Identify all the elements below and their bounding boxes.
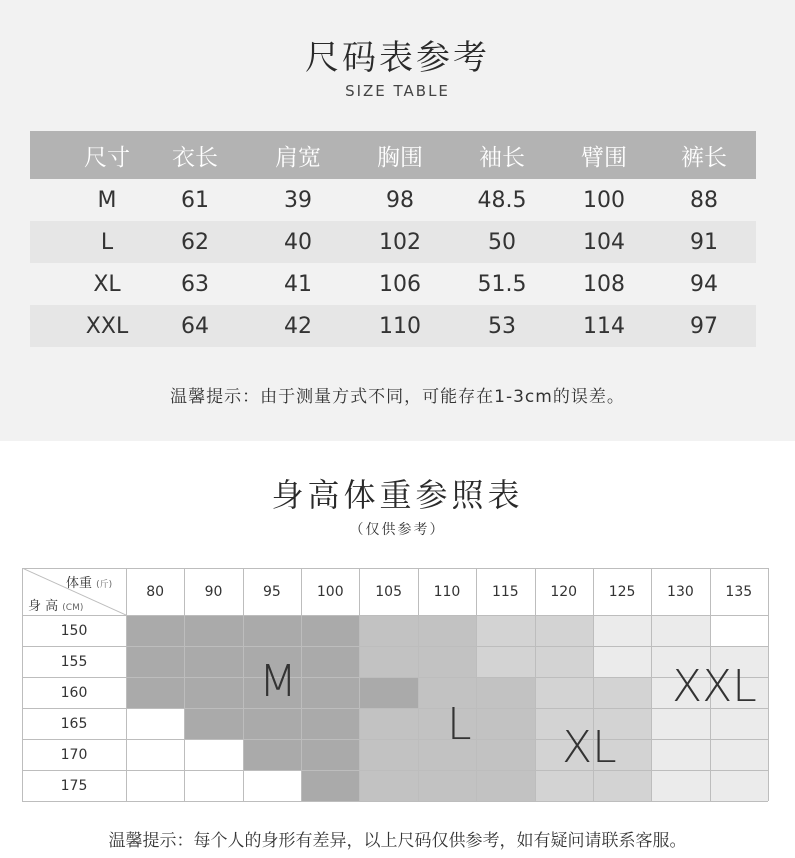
grid-cell-m (301, 615, 359, 646)
size-table-cell: 98 (386, 187, 414, 213)
size-table-cell: 48.5 (477, 187, 527, 213)
grid-cell-l (476, 770, 534, 801)
grid-cell-l (418, 615, 476, 646)
grid-cell-empty (184, 739, 242, 770)
height-label-cell: 165 (60, 715, 88, 732)
height-label-cell: 160 (60, 684, 88, 701)
size-table-cell: XXL (85, 313, 129, 339)
grid-cell-m (243, 708, 301, 739)
weight-header: 120 (550, 583, 578, 600)
grid-cell-m (184, 708, 242, 739)
grid-cell-m (126, 646, 184, 677)
weight-header: 90 (204, 583, 223, 600)
grid-cell-empty (710, 615, 768, 646)
grid-cell-xl (535, 770, 593, 801)
grid-cell-m (126, 615, 184, 646)
grid-line (22, 708, 768, 709)
grid-cell-l (476, 708, 534, 739)
size-table-cell: 88 (690, 187, 718, 213)
size-table-header-cell: 肩宽 (275, 144, 321, 171)
grid-cell-m (359, 677, 417, 708)
size-table-cell: 51.5 (477, 271, 527, 297)
size-table-cell: 53 (488, 313, 516, 339)
grid-cell-empty (126, 770, 184, 801)
grid-cell-l (359, 615, 417, 646)
reference-subtitle: （仅供参考） (349, 522, 446, 538)
grid-cell-xxl (593, 615, 651, 646)
grid-cell-l (418, 770, 476, 801)
height-label-cell: 155 (60, 653, 88, 670)
size-table-cell: 42 (284, 313, 312, 339)
grid-cell-l (359, 770, 417, 801)
grid-cell-empty (184, 770, 242, 801)
size-table-cell: 91 (690, 229, 718, 255)
grid-cell-xxl (651, 739, 709, 770)
grid-cell-l (476, 677, 534, 708)
reference-note: 温馨提示：每个人的身形有差异，以上尺码仅供参考，如有疑问请联系客服。 (108, 831, 687, 851)
size-table-header-cell: 袖长 (479, 144, 525, 171)
weight-header: 95 (262, 583, 281, 600)
size-chart-subtitle: SIZE TABLE (345, 82, 450, 100)
grid-cell-xxl (651, 708, 709, 739)
size-chart-title: 尺码表参考 (305, 38, 490, 78)
size-table-cell: 62 (181, 229, 209, 255)
size-table-header-cell: 胸围 (377, 144, 423, 171)
grid-cell-xl (535, 677, 593, 708)
size-table-row (30, 179, 756, 221)
weight-label: 体重 (66, 576, 93, 591)
weight-header: 130 (667, 583, 694, 600)
grid-cell-l (359, 708, 417, 739)
size-label-xxl: XXL (672, 661, 757, 712)
grid-cell-xxl (593, 646, 651, 677)
size-table-cell: 100 (583, 187, 625, 213)
size-table-cell: 41 (284, 271, 312, 297)
weight-header: 105 (375, 583, 402, 600)
grid-cell-m (243, 615, 301, 646)
grid-cell-l (359, 739, 417, 770)
grid-cell-m (301, 739, 359, 770)
size-table-cell: 106 (379, 271, 421, 297)
height-unit: (CM) (62, 603, 84, 613)
corner-diagonal-line (22, 568, 126, 615)
grid-cell-xxl (710, 739, 768, 770)
grid-cell-xl (535, 615, 593, 646)
grid-cell-xxl (651, 615, 709, 646)
grid-cell-empty (126, 708, 184, 739)
weight-header: 135 (725, 583, 753, 600)
weight-header: 100 (316, 583, 344, 600)
grid-line (22, 646, 768, 647)
grid-cell-xxl (651, 770, 709, 801)
grid-cell-m (184, 615, 242, 646)
grid-cell-m (243, 739, 301, 770)
grid-line (22, 615, 768, 616)
weight-header: 110 (433, 583, 461, 600)
size-table-cell: 63 (181, 271, 209, 297)
grid-cell-l (476, 739, 534, 770)
size-table-cell: 114 (583, 313, 625, 339)
size-table-cell: M (97, 187, 117, 213)
size-table-cell: 40 (284, 229, 312, 255)
size-table-cell: 104 (583, 229, 625, 255)
grid-cell-xl (593, 677, 651, 708)
grid-cell-l (359, 646, 417, 677)
weight-header: 80 (146, 583, 165, 600)
size-table-cell: 97 (690, 313, 718, 339)
size-chart-note: 温馨提示：由于测量方式不同，可能存在1-3cm的误差。 (170, 387, 625, 407)
grid-line (22, 739, 768, 740)
size-table-cell: 64 (181, 313, 209, 339)
size-table-header-cell: 臂围 (581, 144, 627, 171)
corner-diagonal (22, 568, 126, 615)
size-table-cell: L (100, 229, 114, 255)
height-label-cell: 150 (60, 622, 88, 639)
grid-cell-xl (476, 615, 534, 646)
height-label: 身 高 (28, 599, 59, 614)
grid-cell-m (184, 677, 242, 708)
grid-cell-m (301, 646, 359, 677)
grid-cell-m (301, 770, 359, 801)
size-table (30, 131, 756, 347)
size-table-header (30, 131, 756, 179)
weight-unit: (斤) (96, 580, 113, 590)
size-table-header-cell: 衣长 (172, 144, 218, 171)
grid-cell-xxl (710, 770, 768, 801)
weight-header: 125 (608, 583, 636, 600)
size-label-m: M (259, 656, 297, 707)
grid-cell-xxl (710, 708, 768, 739)
grid-cell-m (301, 708, 359, 739)
size-table-cell: 94 (690, 271, 718, 297)
grid-cell-empty (243, 770, 301, 801)
size-table-cell: 50 (488, 229, 516, 255)
size-table-header-cell: 裤长 (681, 144, 727, 171)
size-label-xl: XL (562, 722, 617, 773)
size-table-row (30, 305, 756, 347)
grid-line (768, 568, 769, 801)
grid-cell-l (418, 646, 476, 677)
height-weight-grid (22, 568, 768, 801)
grid-cell-m (301, 677, 359, 708)
grid-cell-m (126, 677, 184, 708)
grid-line (22, 770, 768, 771)
grid-cell-m (184, 646, 242, 677)
grid-cell-xl (535, 646, 593, 677)
height-label-cell: 170 (60, 746, 88, 763)
weight-header: 115 (491, 583, 519, 600)
grid-cell-xl (476, 646, 534, 677)
size-table-cell: 110 (379, 313, 421, 339)
size-table-cell: 102 (379, 229, 421, 255)
grid-line (22, 677, 768, 678)
size-table-cell: 61 (181, 187, 209, 213)
size-table-cell: 108 (583, 271, 625, 297)
grid-cell-xl (593, 770, 651, 801)
size-table-header-cell: 尺寸 (84, 144, 130, 171)
reference-title: 身高体重参照表 (271, 476, 524, 514)
size-table-cell: 39 (284, 187, 312, 213)
height-label-cell: 175 (60, 777, 88, 794)
grid-line (22, 801, 768, 802)
size-table-row (30, 263, 756, 305)
size-label-l: L (447, 699, 472, 750)
size-table-cell: XL (93, 271, 121, 297)
grid-cell-empty (126, 739, 184, 770)
size-table-row (30, 221, 756, 263)
